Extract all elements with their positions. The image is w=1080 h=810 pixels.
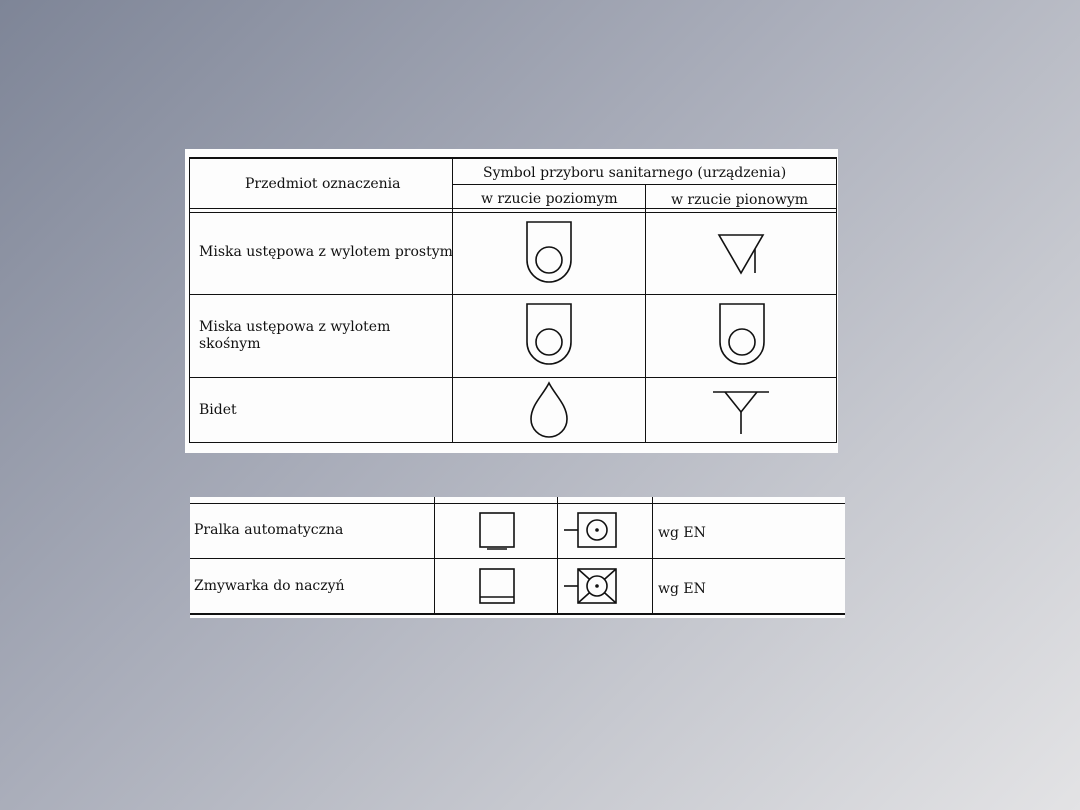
table-border (189, 208, 837, 209)
table-border (189, 294, 837, 295)
toilet-straight-elevation-icon (717, 233, 767, 275)
bidet-plan-icon (529, 381, 571, 439)
table-border (434, 497, 435, 614)
row-label-toilet-straight: Miska ustępowa z wylotem prostym (199, 244, 453, 260)
table-border (190, 503, 845, 504)
table-border (190, 613, 845, 615)
table-border (189, 377, 837, 378)
table-border (452, 157, 453, 443)
dishwasher-note: wg EN (658, 581, 706, 597)
table-border (645, 184, 646, 443)
subject-column-header: Przedmiot oznaczenia (245, 176, 401, 192)
table-border (557, 497, 558, 614)
toilet-plan-icon (525, 220, 575, 285)
toilet-plan-icon (525, 302, 575, 367)
elevation-view-header: w rzucie pionowym (671, 192, 809, 208)
washing-machine-plan-icon (478, 511, 518, 553)
row-label-bidet: Bidet (199, 402, 237, 418)
toilet-angled-elevation-icon (718, 302, 768, 367)
sanitary-symbols-table (185, 149, 838, 453)
bidet-elevation-icon (711, 390, 771, 436)
table-border (189, 157, 190, 443)
symbol-column-header: Symbol przyboru sanitarnego (urządzenia) (483, 165, 787, 181)
washing-machine-note: wg EN (658, 525, 706, 541)
table-border (189, 157, 837, 159)
dishwasher-plan-icon (478, 567, 518, 609)
table-border (189, 442, 837, 443)
plan-view-header: w rzucie poziomym (481, 191, 618, 207)
washing-machine-elevation-icon (562, 511, 622, 551)
table-border (189, 212, 837, 213)
table-border (836, 157, 837, 443)
dishwasher-elevation-icon (562, 567, 622, 607)
appliance-symbols-table (190, 497, 845, 618)
row-label-washing-machine: Pralka automatyczna (194, 522, 344, 538)
row-label-toilet-angled-line2: skośnym (199, 336, 261, 352)
table-border (190, 558, 845, 559)
row-label-toilet-angled-line1: Miska ustępowa z wylotem (199, 319, 391, 335)
row-label-dishwasher: Zmywarka do naczyń (194, 578, 345, 594)
table-border (652, 497, 653, 614)
